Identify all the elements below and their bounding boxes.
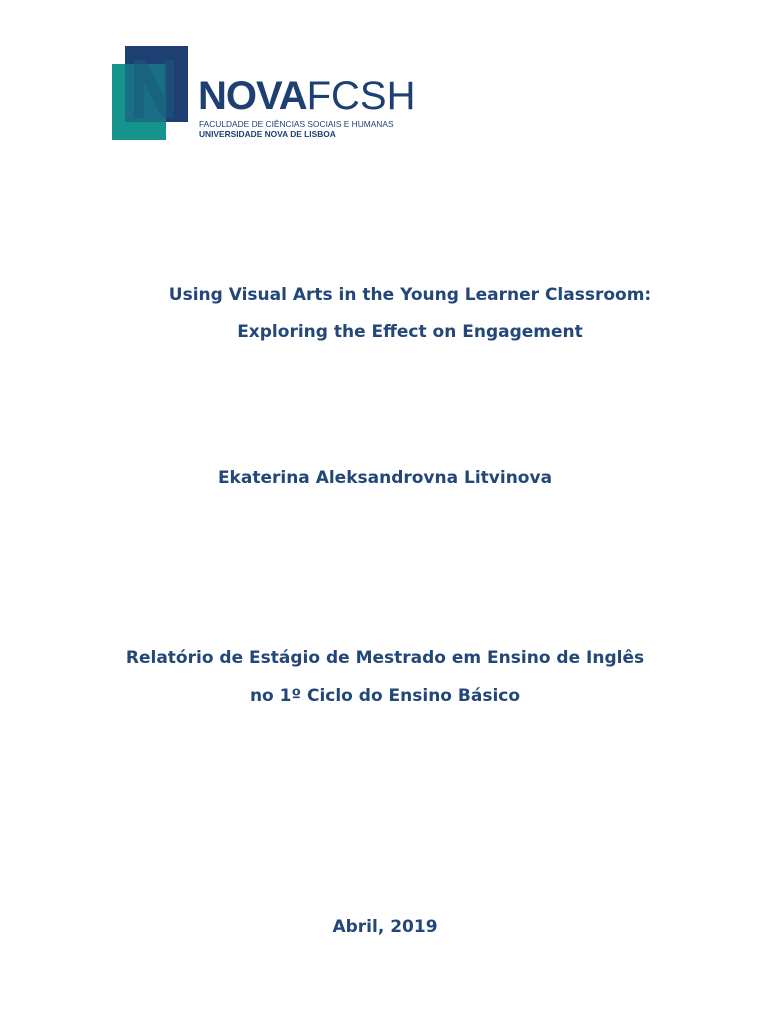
university-logo [112, 46, 452, 142]
document-date: Abril, 2019 [332, 917, 438, 937]
logo-wordmark [198, 76, 416, 116]
logo-word-nova: NOVA [198, 74, 307, 118]
logo-university-name: UNIVERSIDADE NOVA DE LISBOA [199, 129, 336, 139]
document-author: Ekaterina Aleksandrovna Litvinova [217, 468, 553, 488]
document-title-line-2: Exploring the Effect on Engagement [237, 322, 583, 342]
document-degree-line-1: Relatório de Estágio de Mestrado em Ensino de Inglês [125, 648, 645, 668]
logo-word-fcsh: FCSH [306, 74, 416, 118]
document-degree-line-2: no 1º Ciclo do Ensino Básico [249, 686, 521, 706]
document-title-line-1: Using Visual Arts in the Young Learner Classroom: [168, 285, 652, 305]
nova-n-logo-icon [112, 46, 188, 140]
logo-faculty-name: FACULDADE DE CIÊNCIAS SOCIAIS E HUMANAS [199, 119, 394, 129]
